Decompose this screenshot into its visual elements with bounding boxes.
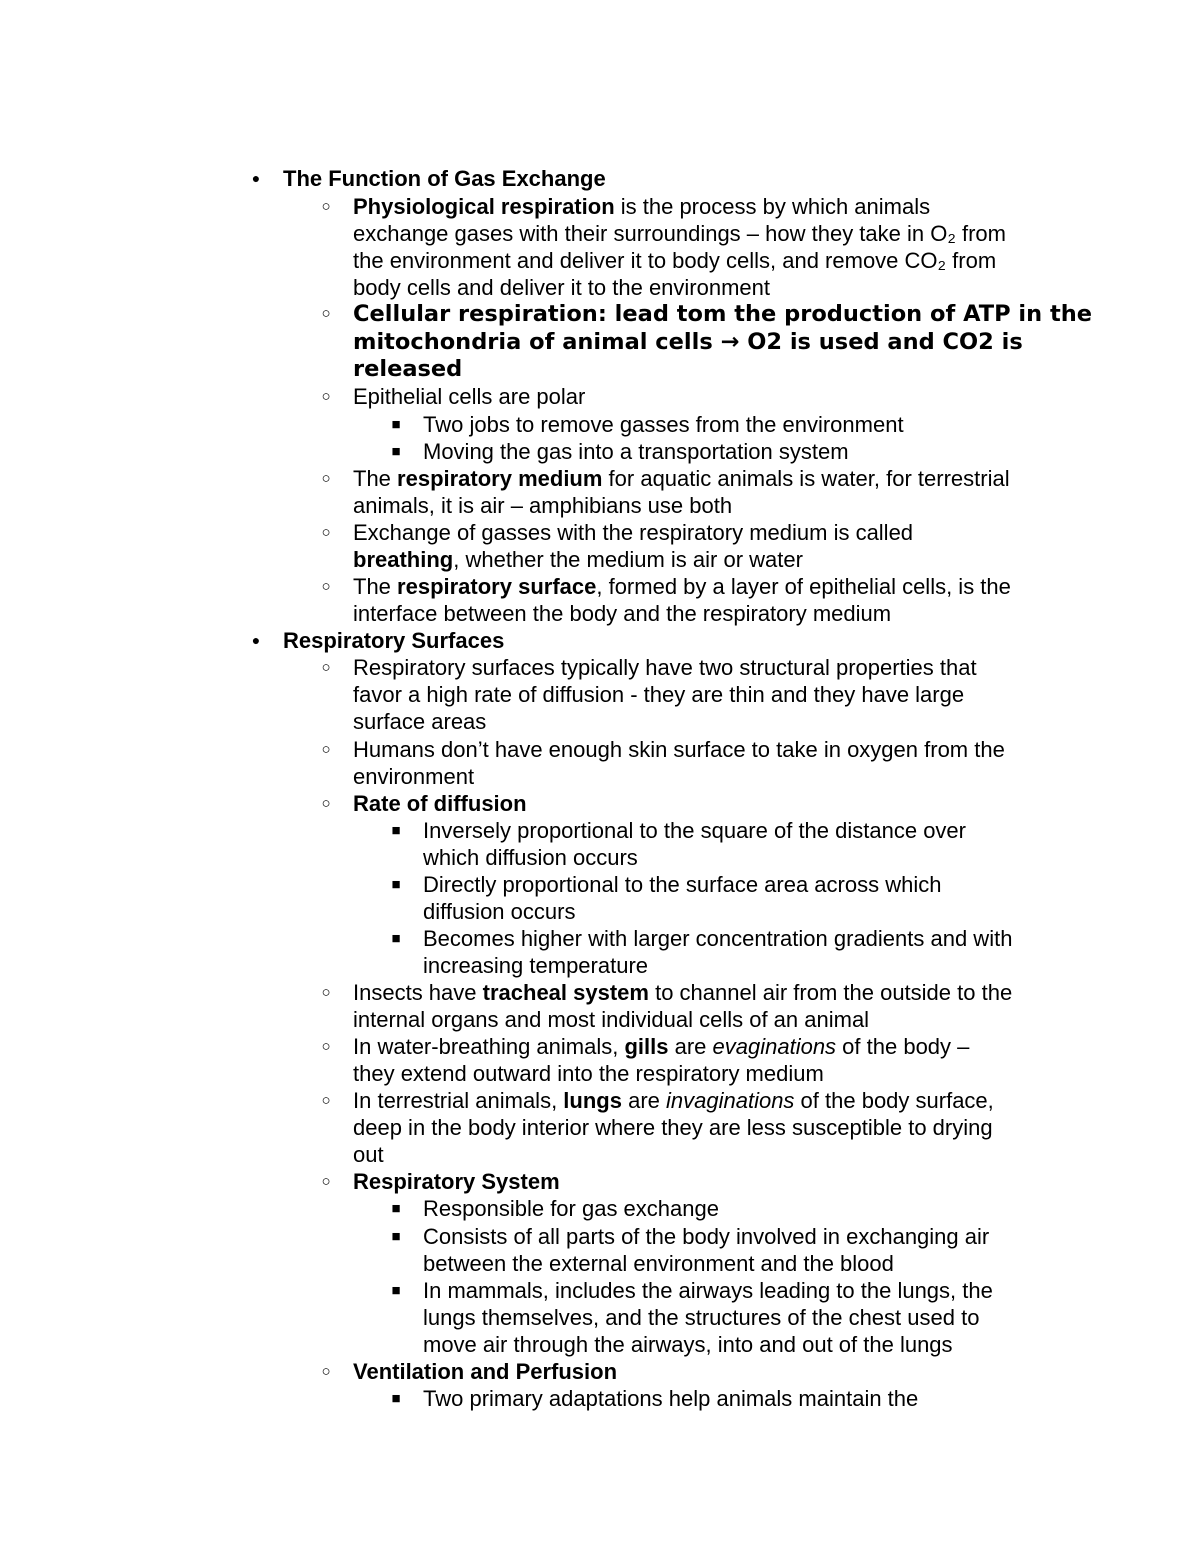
respiratory-medium-line-1: The respiratory medium for aquatic animals is water, for terrestrial — [353, 466, 1010, 491]
rate-sub-2-line-1: Directly proportional to the surface area across which — [423, 872, 942, 897]
respiratory-surface-line-1: The respiratory surface, formed by a layer of epithelial cells, is the — [353, 574, 1011, 599]
respiratory-medium-line-2: animals, it is air – amphibians use both — [353, 493, 733, 518]
rate-sub-3-line-1: Becomes higher with larger concentration gradients and with — [423, 926, 1013, 951]
physiological-respiration-line-3: the environment and deliver it to body cells, and remove CO₂ from — [353, 248, 997, 273]
humans-line-2: environment — [353, 764, 475, 789]
physiological-respiration-line-4: body cells and deliver it to the environment — [353, 275, 771, 300]
level3-bullet: ■ — [391, 1282, 401, 1299]
level2-bullet: ○ — [321, 984, 331, 1001]
system-sub-3-line-1: In mammals, includes the airways leading to the lungs, the — [423, 1278, 993, 1303]
properties-line-3: surface areas — [353, 709, 487, 734]
level2-bullet: ○ — [321, 578, 331, 595]
ventilation-perfusion-heading: Ventilation and Perfusion — [353, 1359, 618, 1384]
level2-bullet: ○ — [321, 305, 331, 322]
level3-bullet: ■ — [391, 1390, 401, 1407]
level2-bullet: ○ — [321, 198, 331, 215]
physiological-respiration-line-2: exchange gases with their surroundings – how they take in O₂ from — [353, 221, 1006, 246]
breathing-line-2: breathing, whether the medium is air or water — [353, 547, 803, 572]
cellular-respiration-line-1: Cellular respiration: lead tom the production of ATP in the — [353, 301, 1093, 327]
epithelial-cells-line: Epithelial cells are polar — [353, 384, 586, 409]
gills-line-2: they extend outward into the respiratory medium — [353, 1061, 824, 1086]
gills-line-1: In water-breathing animals, gills are evaginations of the body – — [353, 1034, 970, 1059]
level2-bullet: ○ — [321, 795, 331, 812]
section-heading-gas-exchange: The Function of Gas Exchange — [283, 166, 606, 191]
level2-bullet: ○ — [321, 741, 331, 758]
epithelial-sub-2: Moving the gas into a transportation system — [423, 439, 849, 464]
level3-bullet: ■ — [391, 876, 401, 893]
physiological-respiration-line-1: Physiological respiration is the process by which animals — [353, 194, 931, 219]
rate-sub-1-line-1: Inversely proportional to the square of the distance over — [423, 818, 966, 843]
level1-bullet: ● — [251, 632, 261, 648]
level3-bullet: ■ — [391, 1228, 401, 1245]
respiratory-surface-line-2: interface between the body and the respiratory medium — [353, 601, 892, 626]
properties-line-1: Respiratory surfaces typically have two structural properties that — [353, 655, 977, 680]
level3-bullet: ■ — [391, 822, 401, 839]
level3-bullet: ■ — [391, 930, 401, 947]
section-heading-respiratory-surfaces: Respiratory Surfaces — [283, 628, 505, 653]
rate-sub-1-line-2: which diffusion occurs — [423, 845, 638, 870]
breathing-line-1: Exchange of gasses with the respiratory medium is called — [353, 520, 914, 545]
level3-bullet: ■ — [391, 416, 401, 433]
humans-line-1: Humans don’t have enough skin surface to take in oxygen from the — [353, 737, 1005, 762]
properties-line-2: favor a high rate of diffusion - they are thin and they have large — [353, 682, 965, 707]
respiratory-system-heading: Respiratory System — [353, 1169, 560, 1194]
level2-bullet: ○ — [321, 659, 331, 676]
system-sub-2-line-1: Consists of all parts of the body involved in exchanging air — [423, 1224, 990, 1249]
lungs-line-1: In terrestrial animals, lungs are invaginations of the body surface, — [353, 1088, 994, 1113]
ventilation-sub-1-line-1: Two primary adaptations help animals maintain the — [423, 1386, 919, 1411]
level2-bullet: ○ — [321, 1173, 331, 1190]
rate-sub-2-line-2: diffusion occurs — [423, 899, 576, 924]
level2-bullet: ○ — [321, 1363, 331, 1380]
level2-bullet: ○ — [321, 524, 331, 541]
level2-bullet: ○ — [321, 470, 331, 487]
level2-bullet: ○ — [321, 388, 331, 405]
cellular-respiration-line-2: mitochondria of animal cells → O2 is used and CO2 is — [353, 329, 1023, 355]
cellular-respiration-line-3: released — [353, 356, 463, 382]
rate-of-diffusion-heading: Rate of diffusion — [353, 791, 527, 816]
insects-line-2: internal organs and most individual cells of an animal — [353, 1007, 870, 1032]
system-sub-3-line-2: lungs themselves, and the structures of the chest used to — [423, 1305, 980, 1330]
level2-bullet: ○ — [321, 1038, 331, 1055]
level2-bullet: ○ — [321, 1092, 331, 1109]
insects-line-1: Insects have tracheal system to channel air from the outside to the — [353, 980, 1013, 1005]
epithelial-sub-1: Two jobs to remove gasses from the environment — [423, 412, 904, 437]
system-sub-2-line-2: between the external environment and the blood — [423, 1251, 894, 1276]
level1-bullet: ● — [251, 170, 261, 186]
system-sub-3-line-3: move air through the airways, into and out of the lungs — [423, 1332, 953, 1357]
system-sub-1: Responsible for gas exchange — [423, 1196, 719, 1221]
lungs-line-3: out — [353, 1142, 384, 1167]
level3-bullet: ■ — [391, 443, 401, 460]
rate-sub-3-line-2: increasing temperature — [423, 953, 649, 978]
level3-bullet: ■ — [391, 1200, 401, 1217]
lungs-line-2: deep in the body interior where they are less susceptible to drying — [353, 1115, 993, 1140]
